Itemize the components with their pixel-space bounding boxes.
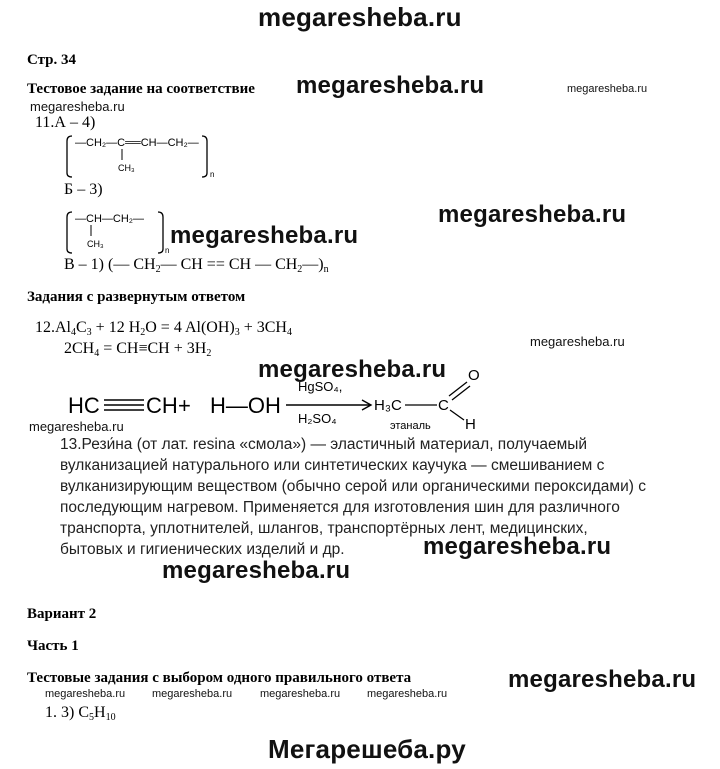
watermark: megaresheba.ru	[296, 72, 485, 99]
task13-line: транспорта, уплотнителей, шлангов, транспортёрных лент, медицинских,	[60, 520, 588, 537]
watermark-small: megaresheba.ru	[260, 688, 341, 700]
formula-b-chain: —CH—CH₂—	[75, 213, 145, 225]
watermark: megaresheba.ru	[438, 201, 627, 228]
task13-line: последующим нагревом. Применяется для изготовления шин для различного	[60, 499, 620, 516]
watermark-small: megaresheba.ru	[567, 83, 648, 95]
task13-line: вулканизацией натурального или синтетических каучука — смешиванием с	[60, 457, 605, 474]
alkyne-hc: HC	[68, 393, 100, 418]
plus-sign: +	[178, 393, 191, 418]
catalyst-bottom: H₂SO₄	[298, 411, 337, 426]
page-label: Стр. 34	[27, 52, 77, 68]
product-o: O	[468, 367, 480, 384]
polymer-formula-a	[66, 133, 226, 179]
watermark: megaresheba.ru	[170, 222, 359, 249]
task11-b: Б – 3)	[64, 181, 103, 198]
answer-1: 1. 3) $C_5H_{10}$	[45, 704, 116, 723]
task13-line: 13.Рези́на (от лат. resina «смола») — эластичный материал, получаемый	[60, 436, 588, 453]
formula-a-chain: —CH₂—C══CH—CH₂—	[75, 137, 199, 149]
alkyne-ch: CH	[146, 393, 178, 418]
formula-b-branch: CH₃	[87, 239, 104, 249]
formula-a-n: n	[210, 170, 215, 179]
watermark: megaresheba.ru	[508, 666, 697, 693]
formula-b-n: n	[165, 246, 170, 255]
task13-line: бытовых и гигиенических изделий и др.	[60, 541, 345, 558]
watermark-small: megaresheba.ru	[152, 688, 233, 700]
watermark-small: megaresheba.ru	[45, 688, 126, 700]
section-matching-heading: Тестовое задание на соответствие	[27, 81, 255, 97]
task13-line: вулканизирующим веществом (обычно серой или органическими пероксидами) с	[60, 478, 646, 495]
watermark: megaresheba.ru	[423, 533, 612, 560]
watermark: megaresheba.ru	[162, 557, 351, 584]
product-c: C	[438, 397, 449, 414]
product-h3c: H₃C	[374, 397, 402, 414]
product-name: этаналь	[390, 420, 431, 432]
watermark-small: megaresheba.ru	[29, 419, 124, 434]
watermark: megaresheba.ru	[258, 356, 447, 383]
task11-a: 11.А – 4)	[35, 114, 96, 131]
product-h: H	[465, 416, 476, 432]
catalyst-top: HgSO₄,	[298, 379, 343, 394]
variant-heading: Вариант 2	[27, 606, 97, 622]
task12-line1: $12.Al_4C_3 + 12$ $H_2O = 4$ $Al(OH)_3 + 3CH_4$	[35, 319, 292, 338]
polymer-formula-b	[66, 209, 176, 255]
watermark-small: megaresheba.ru	[530, 334, 625, 349]
water: H—OH	[210, 393, 281, 418]
formula-a-branch: CH₃	[118, 163, 135, 173]
task12-line2: $2CH_4 = CH\equiv CH + 3H_2$	[64, 340, 212, 359]
watermark-small: megaresheba.ru	[30, 99, 125, 114]
watermark-top: megaresheba.ru	[258, 2, 462, 32]
watermark-footer: Мегарешеба.ру	[268, 734, 466, 764]
hydration-reaction	[60, 360, 500, 432]
section-extended-heading: Задания с развернутым ответом	[27, 289, 246, 305]
section-choice-heading: Тестовые задания с выбором одного правильного ответа	[27, 670, 412, 686]
watermark-small: megaresheba.ru	[367, 688, 448, 700]
part-heading: Часть 1	[27, 638, 79, 654]
task11-c: В – 1) (— $CH_2—$ CH == CH — $CH_2—)_n$	[64, 256, 329, 275]
